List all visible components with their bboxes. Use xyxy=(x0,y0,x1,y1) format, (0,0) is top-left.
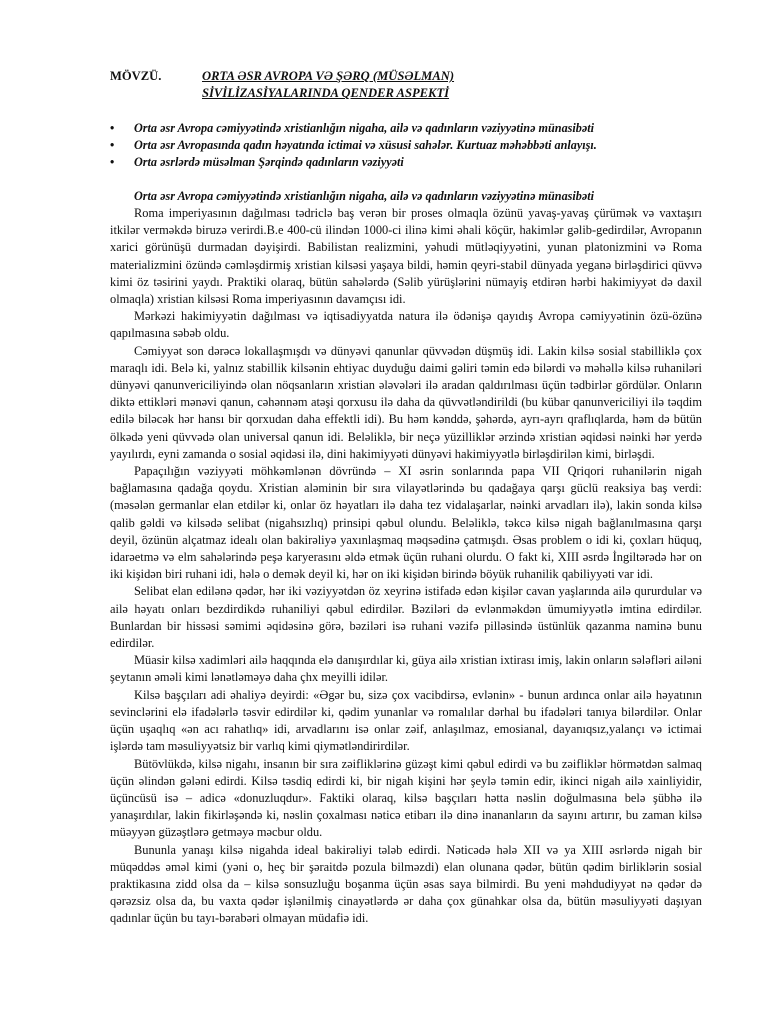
outline-item-text: Orta əsr Avropasında qadın həyatında ictimai və xüsusi sahələr. Kurtuaz məhəbbəti anlayışı. xyxy=(134,138,597,152)
topic-header xyxy=(110,68,702,102)
outline-item xyxy=(110,154,702,171)
paragraph: Bütövlükdə, kilsə nigahı, insanın bir sıra zəifliklərinə güzəşt kimi qəbul edirdi və bu zəifliklər hörmətdən salmaq üçün əlindən gələni edirdi. Kilsə təsdiq edirdi ki, bir nigah kişini hər şeylə təmin edir, ikinci nigah ailə xainliyidir, üçüncüsü isə – adicə «donuzluqdur». Faktiki olaraq, kilsə başçıları hətta nəslin doğulmasına belə şübhə ilə yanaşırdılar, lakin fikirləşəndə ki, nəslin çoxalması nəticə etibarı ilə dinə inananların da sayını artırır, bu zaman kilsə müəyyən güzəştlərə getməyə məcbur oldu. xyxy=(110,756,702,840)
paragraph: Mərkəzi hakimiyyətin dağılması və iqtisadiyyatda natura ilə ödənişə qayıdış Avropa cəmiyyətinin özü-özünə qapılmasına səbəb oldu. xyxy=(110,309,702,341)
paragraph: Cəmiyyət son dərəcə lokallaşmışdı və dünyəvi qanunlar qüvvədən düşmüş idi. Lakin kilsə sosial stabilliklə çox maraqlı idi. Belə ki, yalnız stabillik kilsənin ehtiyac duyduğu daimi gəliri təmin edə bilərdi və məhəllə kilsə ruhaniləri dünyəvi qanunvericiliyində olan nöqsanların xristian ələvələri ilə aradan qaldırılması üçün tədbirlər gördülər. Onların diktə ettikləri mənəvi qanun, cəhənnəm atəşi qorxusu ilə daha da qüvvətləndirildi (bu kübar qanunvericiliyi ilə təqdim edilə biləcək hər hansı bir qorxudan daha effektli idi). Bu həm kənddə, şəhərdə, ayrı-ayrı qraflıqlarda, həm də bütün ölkədə yeni qüvvədə olan universal qanun idi. Beləliklə, bir neçə yüzilliklər ərzində xristian əqidəsi nəinki hər yerdə yayılırdı, eyni zamanda o sosial əqidəsi ilə, dini hakimiyyəti dünyəvi hakimiyyətlə birləşdirilən kimi, birləşdi. xyxy=(110,343,702,461)
topic-outline-list xyxy=(110,120,702,171)
bullet-icon: • xyxy=(110,155,115,169)
topic-title-line-2: SİVİLİZASİYALARINDA QENDER ASPEKTİ xyxy=(202,86,450,100)
section-heading: Orta əsr Avropa cəmiyyətində xristianlığın nigaha, ailə və qadınların vəziyyətinə münasibəti xyxy=(134,189,595,203)
paragraph: Papaçılığın vəziyyəti möhkəmlənən dövründə – XI əsrin sonlarında papa VII Qriqori ruhanilərin nigah bağlamasına qadağa qoydu. Xristian aləminin bir sıra vilayətlərində bu qadağaya qarşı güclü reaksiya baş verdi: (məsələn germanlar elan etdilər ki, onlar öz həyatları ilə daha tez vidalaşarlar, nəinki arvadları ilə), lakin sonda kilsə qalib gəldi və kilsədə selibat (nigahsızlıq) prinsipi qəbul olundu. Beləliklə, təkcə kilsə nigah bağlanılmasına qarşı deyil, özünün alçatmaz idealı olan bakirəliyə yaxınlaşmaq məqsədinə çatmışdı. Əsas problem o idi ki, çoxları hüquq, idarəetmə və elm sahələrində peşə karyerasını əldə etmək üçün ruhani olurdu. O fakt ki, XIII əsrdə İngiltərədə hər on iki kişidən biri ruhani idi, hələ o demək deyil ki, hər on iki kişidən birində böyük ruhanilik qabiliyyəti var idi. xyxy=(110,464,702,582)
outline-item xyxy=(110,137,702,154)
bullet-icon: • xyxy=(110,121,115,135)
outline-item-text: Orta əsrlərdə müsəlman Şərqində qadınların vəziyyəti xyxy=(134,155,404,169)
topic-label: MÖVZÜ. xyxy=(110,69,162,83)
paragraph: Selibat elan edilənə qədər, hər iki vəziyyətdən öz xeyrinə istifadə edən kişilər cavan yaşlarında ailə qururdular və ailə həyatı onları bezdirdikdə ruhaniliyi qəbul edirdilər. Bəziləri də evlənməkdən ümumiyyətlə imtina edirdilər. Bunlardan bir hissəsi səmimi əqidəsinə görə, bəziləri isə ruhani vəzifə pilləsində üstünlük qazanma naminə bunu edirdilər. xyxy=(110,584,702,651)
body-text xyxy=(110,205,702,928)
outline-item xyxy=(110,120,702,137)
bullet-icon: • xyxy=(110,138,115,152)
topic-title-line-1: ORTA ƏSR AVROPA VƏ ŞƏRQ (MÜSƏLMAN) xyxy=(202,69,455,83)
outline-item-text: Orta əsr Avropa cəmiyyətində xristianlığın nigaha, ailə və qadınların vəziyyətinə münasibəti xyxy=(134,121,595,135)
paragraph: Bununla yanaşı kilsə nigahda ideal bakirəliyi tələb edirdi. Nəticədə hələ XII və ya XIII əsrlərdə nigah bir müqəddəs əməl kimi (yəni o, heç bir şəraitdə pozula bilməzdi) elan olunana qədər, bütün qədim birliklərin sosial praktikasına zidd olsa da – kilsə sonsuzluğu boşanma üçün əsas saya bilmirdi. Bu yeni məhdudiyyət nə qədər də qərəzsiz olsa da, bu vaxta qədər işlənilmiş cinayətlərdə ər daha çox günahkar olsa da, bütün məsuliyyəti daşıyan qadınlar üçün bu tayı-bərabəri olmayan müdafiə idi. xyxy=(110,842,702,926)
paragraph: Müasir kilsə xadimləri ailə haqqında elə danışırdılar ki, güya ailə xristian ixtirası imiş, lakin onların sələfləri ailəni şeytanın əməli kimi lənətləməyə daha çhx meyilli idilər. xyxy=(110,653,702,685)
topic-title xyxy=(202,68,454,102)
paragraph: Roma imperiyasının dağılması tədriclə baş verən bir proses olmaqla özünü yavaş-yavaş çürümək və vaxtaşırı itkilər verməkdə biruzə verirdi.B.e 400-cü ilindən 1000-ci ilinə kimi əhali köçür, hakimlər gəlib-gedirdilər, Avropanın xarici görünüşü durmadan dəyişirdi. Babilistan realizmini, yəhudi mütləqiyyətini, yunan platonizmini və Roma materializmini özündə cəmləşdirmiş xristian kilsəsi yaşaya bildi, həmin qeyri-stabil dünyada yeganə birləşdirici qüvvə kimi öz təsirini yaydı. Praktiki olaraq, bütün sahələrdə (Səlib yürüşlərini nümayiş etdirən hərbi hakimiyyət də daxil olmaqla) xristian kilsəsi Roma imperiyasının davamçısı idi. xyxy=(110,206,702,307)
paragraph: Kilsə başçıları adi əhaliyə deyirdi: «Əgər bu, sizə çox vacibdirsə, evlənin» - bunun ardınca onlar ailə həyatının sevinclərini elə ifadələrlə təsvir edirdilər ki, qədim yunanlar və romalılar dərhal bu ifadələri tanıya bilərdilər. Onlar üçün uşaqlıq «ən acı rahatlıq» idi, arvadlarını isə onlar zəif, anlaşılmaz, emosianal, dayanıqsız,yalançı və ictimai işlərdə tam məsuliyyətsiz bir varlıq kimi qiymətləndirirdilər. xyxy=(110,687,702,754)
